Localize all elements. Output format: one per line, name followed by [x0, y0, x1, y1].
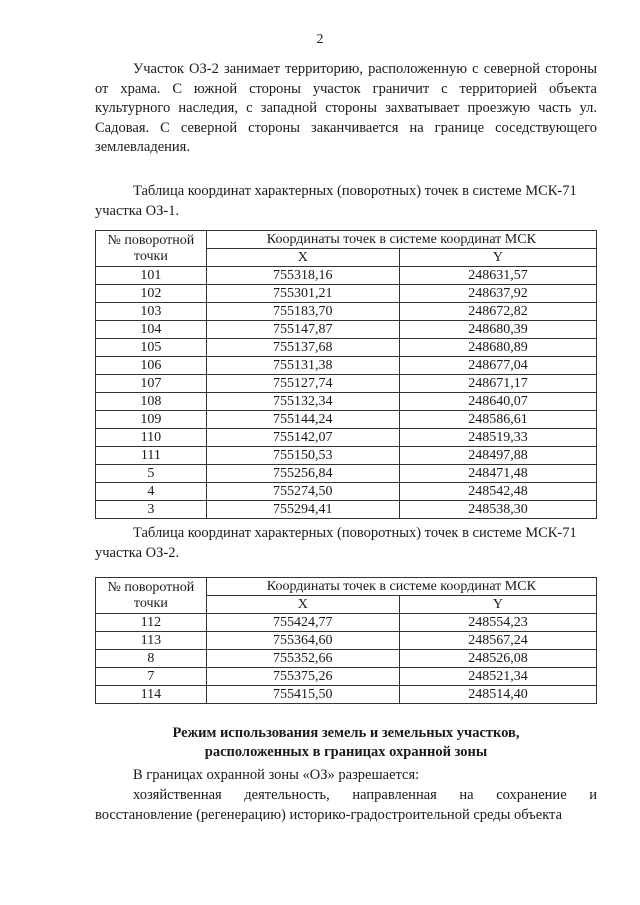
point-number-cell: 7	[96, 668, 207, 686]
table-row	[96, 614, 597, 632]
y-coordinate-cell: 248680,39	[399, 321, 596, 339]
table1-header-x: X	[206, 249, 399, 267]
x-coordinate-cell: 755132,34	[206, 393, 399, 411]
x-coordinate-cell: 755415,50	[206, 686, 399, 704]
point-number-cell: 112	[96, 614, 207, 632]
table1-caption-line1: Таблица координат характерных (поворотных) точек в системе МСК-71	[133, 183, 577, 199]
y-coordinate-cell: 248631,57	[399, 267, 596, 285]
table2-header-x: X	[206, 596, 399, 614]
x-coordinate-cell: 755424,77	[206, 614, 399, 632]
table-row	[96, 483, 597, 501]
y-coordinate-cell: 248671,17	[399, 375, 596, 393]
y-coordinate-cell: 248586,61	[399, 411, 596, 429]
point-number-cell: 109	[96, 411, 207, 429]
table-row	[96, 632, 597, 650]
point-number-cell: 104	[96, 321, 207, 339]
page-number: 2	[316, 32, 324, 47]
y-coordinate-cell: 248672,82	[399, 303, 596, 321]
x-coordinate-cell: 755131,38	[206, 357, 399, 375]
point-number-cell: 5	[96, 465, 207, 483]
table1-caption-line2: участка ОЗ-1.	[95, 203, 180, 219]
allowed-intro	[95, 766, 597, 786]
y-coordinate-cell: 248677,04	[399, 357, 596, 375]
y-coordinate-cell: 248514,40	[399, 686, 596, 704]
table-row	[96, 339, 597, 357]
point-number-cell: 4	[96, 483, 207, 501]
x-coordinate-cell: 755352,66	[206, 650, 399, 668]
x-coordinate-cell: 755301,21	[206, 285, 399, 303]
y-coordinate-cell: 248521,34	[399, 668, 596, 686]
point-number-cell: 102	[96, 285, 207, 303]
table-row	[96, 393, 597, 411]
point-number-cell: 114	[96, 686, 207, 704]
table2-caption-line2: участка ОЗ-2.	[95, 545, 180, 561]
table-row	[96, 303, 597, 321]
table2-header-num-line1: № поворотной	[107, 579, 195, 595]
table-row	[96, 357, 597, 375]
point-number-cell: 101	[96, 267, 207, 285]
y-coordinate-cell: 248680,89	[399, 339, 596, 357]
table-row	[96, 429, 597, 447]
x-coordinate-cell: 755142,07	[206, 429, 399, 447]
y-coordinate-cell: 248538,30	[399, 501, 596, 519]
x-coordinate-cell: 755318,16	[206, 267, 399, 285]
y-coordinate-cell: 248526,08	[399, 650, 596, 668]
x-coordinate-cell: 755144,24	[206, 411, 399, 429]
table-row	[96, 686, 597, 704]
section-heading-line2: расположенных в границах охранной зоны	[204, 744, 488, 760]
y-coordinate-cell: 248567,24	[399, 632, 596, 650]
table1-header-coordinates: Координаты точек в системе координат МСК	[206, 231, 596, 249]
point-number-cell: 3	[96, 501, 207, 519]
point-number-cell: 106	[96, 357, 207, 375]
table-row	[96, 501, 597, 519]
y-coordinate-cell: 248542,48	[399, 483, 596, 501]
table-row	[96, 267, 597, 285]
x-coordinate-cell: 755137,68	[206, 339, 399, 357]
y-coordinate-cell: 248637,92	[399, 285, 596, 303]
point-number-cell: 111	[96, 447, 207, 465]
allowed-text: хозяйственная деятельность, направленная на сохранение и восстановление (регенерацию) историко-градостроительной среды объекта	[95, 787, 597, 823]
table-row	[96, 465, 597, 483]
y-coordinate-cell: 248640,07	[399, 393, 596, 411]
point-number-cell: 110	[96, 429, 207, 447]
table2-header-num-line2: точки	[133, 595, 168, 611]
x-coordinate-cell: 755147,87	[206, 321, 399, 339]
table-row	[96, 650, 597, 668]
table2-caption-line1: Таблица координат характерных (поворотных) точек в системе МСК-71	[133, 525, 577, 541]
allowed-text-paragraph	[95, 786, 597, 825]
x-coordinate-cell: 755183,70	[206, 303, 399, 321]
point-number-cell: 105	[96, 339, 207, 357]
table-row	[96, 447, 597, 465]
table-row	[96, 375, 597, 393]
y-coordinate-cell: 248554,23	[399, 614, 596, 632]
intro-paragraph-text: Участок ОЗ-2 занимает территорию, расположенную с северной стороны от храма. С южной стороны участок граничит с территорией объекта культурного наследия, с западной стороны захватывает проезжую часть ул. Садовая. С северной стороны заканчивается на границе соседствующего землевладения.	[95, 61, 597, 155]
coordinates-table-oz2	[95, 577, 597, 704]
table2-header-point-number	[96, 578, 207, 614]
table1-header-num-line1: № поворотной	[107, 232, 195, 248]
table-row	[96, 321, 597, 339]
point-number-cell: 103	[96, 303, 207, 321]
x-coordinate-cell: 755375,26	[206, 668, 399, 686]
section-heading-line1: Режим использования земель и земельных участков,	[172, 725, 520, 741]
y-coordinate-cell: 248471,48	[399, 465, 596, 483]
table1-body	[96, 267, 597, 519]
table1-header-point-number	[96, 231, 207, 267]
point-number-cell: 113	[96, 632, 207, 650]
x-coordinate-cell: 755274,50	[206, 483, 399, 501]
table-row	[96, 285, 597, 303]
x-coordinate-cell: 755127,74	[206, 375, 399, 393]
table2-body	[96, 614, 597, 704]
y-coordinate-cell: 248497,88	[399, 447, 596, 465]
table1-header-num-line2: точки	[133, 248, 168, 264]
table2-header-coordinates: Координаты точек в системе координат МСК	[206, 578, 596, 596]
table1-header-y: Y	[399, 249, 596, 267]
x-coordinate-cell: 755294,41	[206, 501, 399, 519]
table-row	[96, 411, 597, 429]
point-number-cell: 107	[96, 375, 207, 393]
y-coordinate-cell: 248519,33	[399, 429, 596, 447]
x-coordinate-cell: 755256,84	[206, 465, 399, 483]
table2-caption	[95, 523, 597, 563]
x-coordinate-cell: 755364,60	[206, 632, 399, 650]
table-row	[96, 668, 597, 686]
section-heading	[95, 724, 597, 762]
point-number-cell: 108	[96, 393, 207, 411]
table1-caption	[95, 181, 597, 221]
x-coordinate-cell: 755150,53	[206, 447, 399, 465]
point-number-cell: 8	[96, 650, 207, 668]
allowed-intro-text: В границах охранной зоны «ОЗ» разрешается:	[133, 767, 420, 783]
intro-paragraph	[95, 60, 597, 158]
table2-header-y: Y	[399, 596, 596, 614]
coordinates-table-oz1	[95, 230, 597, 519]
